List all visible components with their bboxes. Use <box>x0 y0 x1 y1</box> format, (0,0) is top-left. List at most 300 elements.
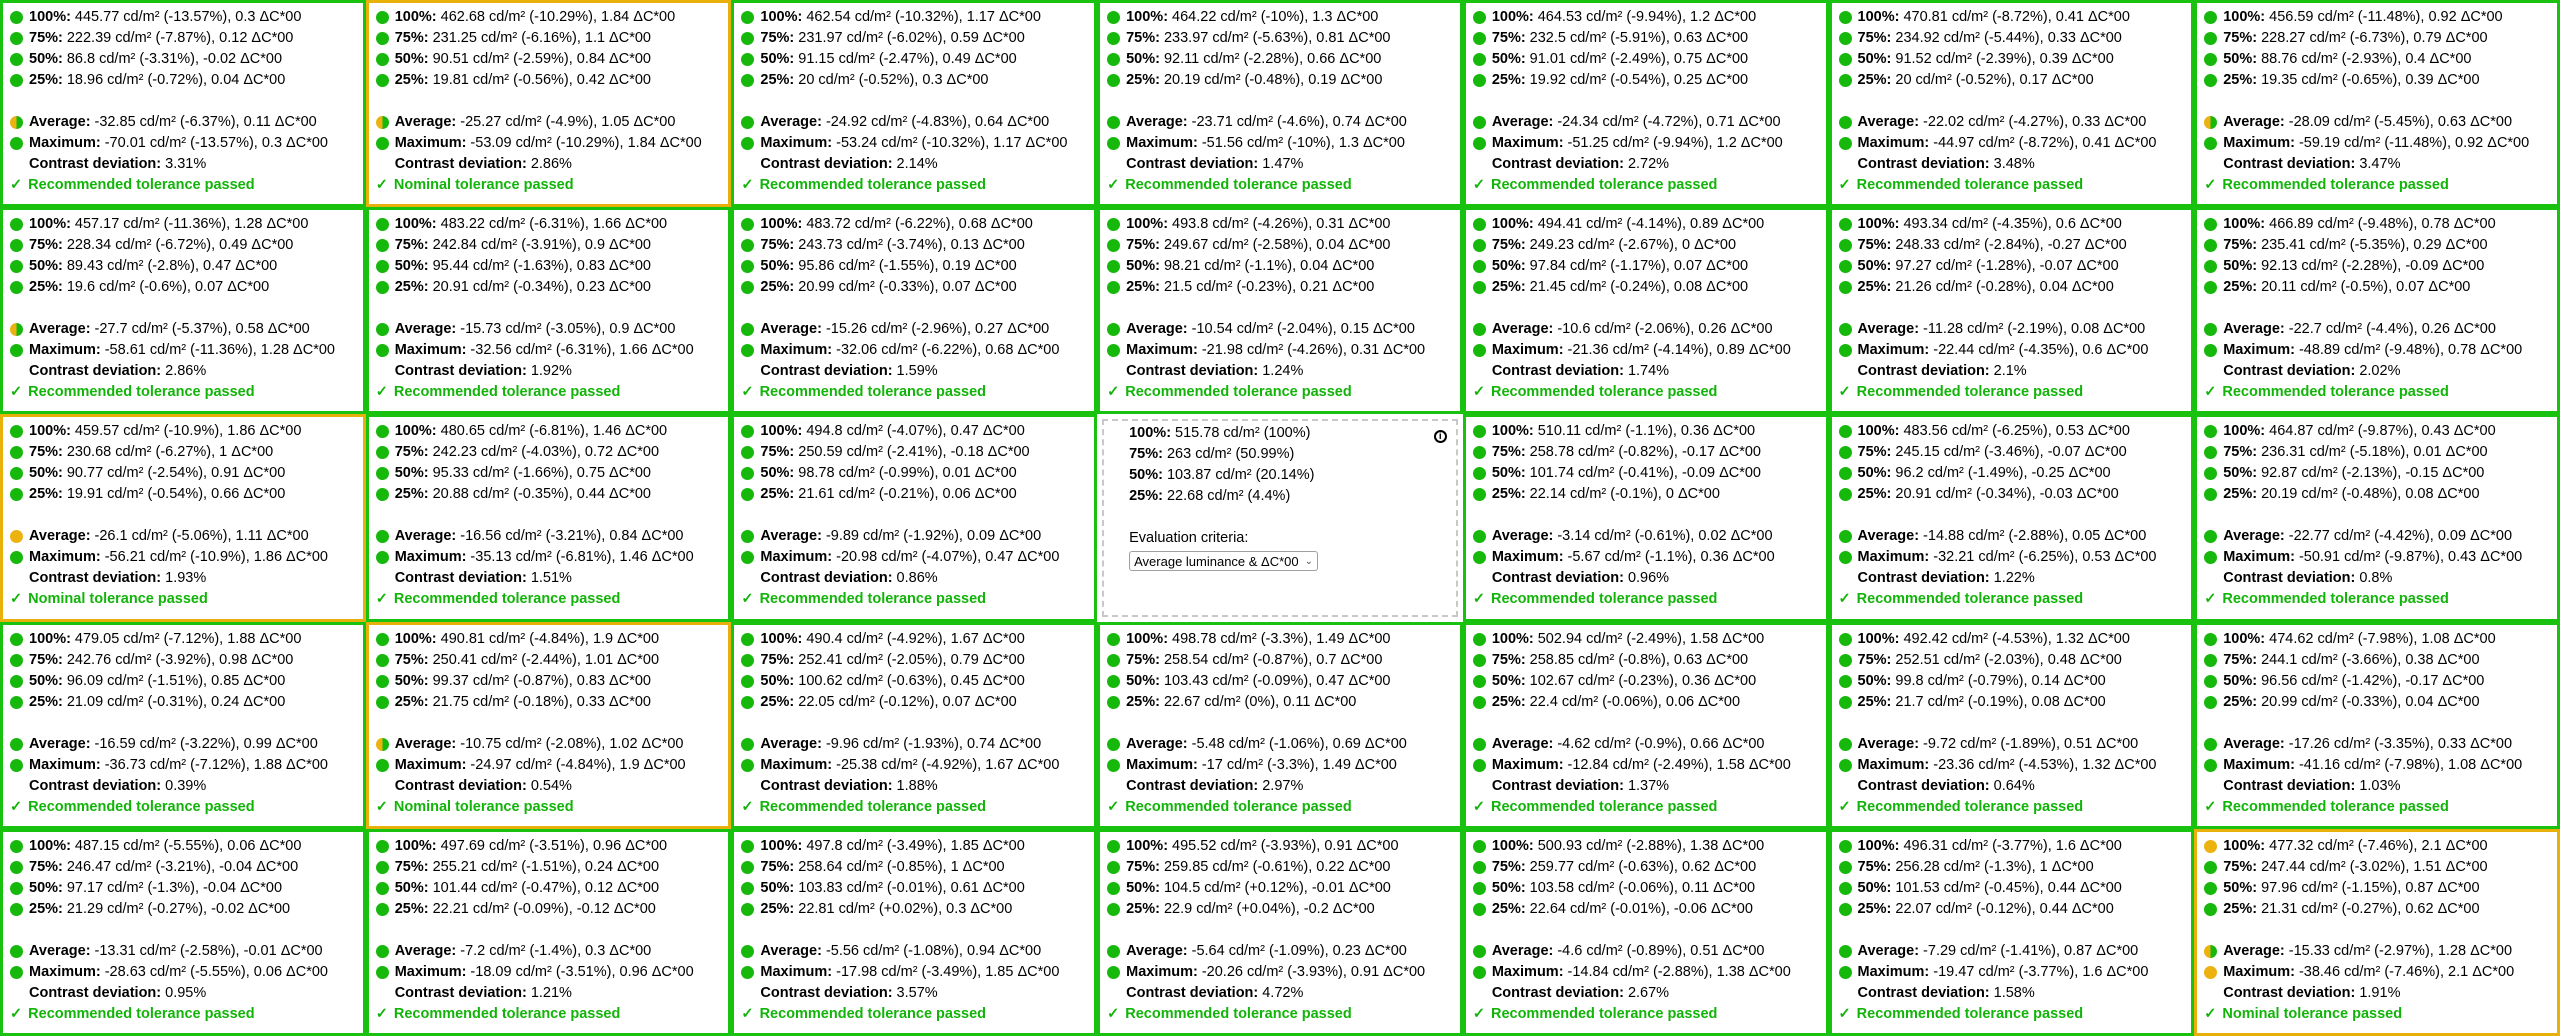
level-value: 22.67 cd/m² (0%), 0.11 ΔC*00 <box>1163 693 1357 710</box>
level-line-p75 <box>741 857 1088 878</box>
status-dot-pass-icon <box>1107 696 1120 709</box>
tolerance-status-text: Recommended tolerance passed <box>1856 591 2084 608</box>
level-label: 50%: <box>760 465 795 482</box>
contrast-label: Contrast deviation: <box>29 777 162 794</box>
measurement-cell[interactable] <box>731 0 1097 207</box>
level-line-p100 <box>1107 7 1454 28</box>
measurement-cell[interactable] <box>1829 0 2195 207</box>
measurement-cell[interactable] <box>2194 829 2560 1036</box>
spacer <box>1839 91 2186 112</box>
status-dot-pass-icon <box>1839 966 1852 979</box>
average-value: -26.1 cd/m² (-5.06%), 1.11 ΔC*00 <box>94 528 309 545</box>
status-dot-pass-icon <box>1839 945 1852 958</box>
spacer <box>1107 298 1454 319</box>
contrast-label: Contrast deviation: <box>760 984 893 1001</box>
level-label: 100%: <box>1857 216 1900 233</box>
level-label: 25%: <box>1491 486 1526 503</box>
level-line-p75 <box>1839 857 2186 878</box>
level-value: 95.33 cd/m² (-1.66%), 0.75 ΔC*00 <box>432 465 651 482</box>
level-value: 246.47 cd/m² (-3.21%), -0.04 ΔC*00 <box>66 858 299 875</box>
tolerance-status-text: Recommended tolerance passed <box>1125 177 1352 193</box>
level-line-p50 <box>10 256 357 277</box>
contrast-label: Contrast deviation: <box>2223 156 2356 172</box>
level-line-p75 <box>1107 857 1454 878</box>
tolerance-status <box>10 175 357 196</box>
level-label: 50%: <box>394 879 429 896</box>
level-label: 75%: <box>1857 444 1892 461</box>
tolerance-status <box>1839 589 2186 610</box>
level-value: 20.91 cd/m² (-0.34%), 0.23 ΔC*00 <box>432 279 651 296</box>
level-label: 50%: <box>1857 879 1892 896</box>
average-value: -22.77 cd/m² (-4.42%), 0.09 ΔC*00 <box>2288 528 2513 545</box>
status-dot-mixed-icon <box>376 738 389 751</box>
maximum-line <box>741 133 1088 154</box>
maximum-line <box>1107 962 1454 983</box>
level-line-p50 <box>741 256 1088 277</box>
level-line-p25 <box>376 70 723 91</box>
status-dot-pass-icon <box>2204 759 2217 772</box>
status-dot-pass-icon <box>1107 260 1120 273</box>
level-label: 100%: <box>29 423 71 440</box>
contrast-line <box>376 154 723 175</box>
maximum-value: -17 cd/m² (-3.3%), 1.49 ΔC*00 <box>1201 756 1397 773</box>
measurement-cell[interactable] <box>0 622 366 829</box>
level-line-p50 <box>376 671 723 692</box>
contrast-value: 1.59% <box>896 363 938 380</box>
status-dot-pass-icon <box>2204 218 2217 231</box>
level-value: 97.27 cd/m² (-1.28%), -0.07 ΔC*00 <box>1895 258 2119 275</box>
average-value: -15.33 cd/m² (-2.97%), 1.28 ΔC*00 <box>2288 942 2513 959</box>
level-line-p50 <box>2204 463 2551 484</box>
measurement-cell[interactable] <box>1463 207 1829 414</box>
measurement-cell[interactable] <box>1097 622 1463 829</box>
maximum-label: Maximum: <box>1126 342 1198 359</box>
status-dot-warn-icon <box>10 530 23 543</box>
level-line-p50 <box>10 878 357 899</box>
tolerance-status-text: Nominal tolerance passed <box>393 177 574 193</box>
reference-level-label: 50%: <box>1129 467 1163 484</box>
measurement-cell[interactable] <box>1097 207 1463 414</box>
average-line <box>376 112 723 133</box>
tolerance-status-text: Recommended tolerance passed <box>1125 798 1352 815</box>
level-value: 98.78 cd/m² (-0.99%), 0.01 ΔC*00 <box>798 465 1017 482</box>
average-line <box>741 319 1088 340</box>
checkmark-icon: ✓ <box>1472 1005 1485 1022</box>
level-value: 493.8 cd/m² (-4.26%), 0.31 ΔC*00 <box>1172 216 1391 233</box>
measurement-cell[interactable] <box>1829 414 2195 621</box>
status-dot-pass-icon <box>741 633 754 646</box>
tolerance-status-text: Recommended tolerance passed <box>1856 384 2084 401</box>
criteria-select[interactable] <box>1129 551 1318 571</box>
level-value: 21.7 cd/m² (-0.19%), 0.08 ΔC*00 <box>1895 693 2106 710</box>
status-dot-pass-icon <box>741 137 754 150</box>
level-value: 259.85 cd/m² (-0.61%), 0.22 ΔC*00 <box>1163 858 1391 875</box>
contrast-value: 1.51% <box>530 570 572 587</box>
average-value: -4.62 cd/m² (-0.9%), 0.66 ΔC*00 <box>1557 735 1765 752</box>
status-dot-pass-icon <box>1473 11 1486 24</box>
level-value: 483.56 cd/m² (-6.25%), 0.53 ΔC*00 <box>1903 423 2130 440</box>
measurement-cell[interactable] <box>1463 414 1829 621</box>
level-label: 100%: <box>760 837 803 854</box>
level-label: 25%: <box>760 279 795 296</box>
average-label: Average: <box>2223 735 2285 752</box>
spacer <box>2204 91 2551 112</box>
maximum-label: Maximum: <box>1857 342 1930 359</box>
level-line-p25 <box>2204 484 2551 505</box>
measurement-cell[interactable] <box>731 622 1097 829</box>
status-dot-pass-icon <box>1839 74 1852 87</box>
contrast-value: 3.48% <box>1993 156 2035 172</box>
level-line-p25 <box>2204 899 2551 920</box>
measurement-cell[interactable] <box>731 207 1097 414</box>
measurement-cell[interactable] <box>1829 622 2195 829</box>
measurement-cell[interactable] <box>0 0 366 207</box>
level-line-p75 <box>2204 28 2551 49</box>
checkmark-icon: ✓ <box>375 1005 388 1022</box>
level-value: 490.81 cd/m² (-4.84%), 1.9 ΔC*00 <box>440 630 660 647</box>
average-label: Average: <box>760 735 822 752</box>
contrast-line <box>1107 983 1454 1004</box>
measurement-cell[interactable] <box>731 414 1097 621</box>
measurement-cell[interactable] <box>1097 829 1463 1036</box>
measurement-cell[interactable] <box>366 414 732 621</box>
level-value: 89.43 cd/m² (-2.8%), 0.47 ΔC*00 <box>66 258 278 275</box>
contrast-label: Contrast deviation: <box>1857 984 1990 1001</box>
level-label: 75%: <box>760 30 795 46</box>
status-dot-pass-icon <box>741 882 754 895</box>
level-value: 510.11 cd/m² (-1.1%), 0.36 ΔC*00 <box>1537 423 1756 440</box>
contrast-value: 1.74% <box>1627 363 1670 380</box>
tolerance-status <box>376 1004 723 1025</box>
status-dot-mixed-icon <box>10 116 23 129</box>
level-value: 20.99 cd/m² (-0.33%), 0.07 ΔC*00 <box>798 279 1017 296</box>
level-value: 20.19 cd/m² (-0.48%), 0.19 ΔC*00 <box>1163 72 1383 88</box>
level-label: 75%: <box>29 651 63 668</box>
level-label: 100%: <box>1126 216 1169 233</box>
contrast-value: 2.86% <box>165 363 207 380</box>
status-dot-pass-icon <box>376 425 389 438</box>
status-dot-pass-icon <box>376 654 389 667</box>
status-dot-pass-icon <box>741 53 754 66</box>
measurement-cell[interactable] <box>366 207 732 414</box>
status-dot-pass-icon <box>1107 32 1120 45</box>
level-label: 75%: <box>29 858 63 875</box>
info-icon[interactable]: i <box>1434 430 1447 443</box>
measurement-cell[interactable] <box>1463 622 1829 829</box>
maximum-line <box>376 340 723 361</box>
level-line-p25 <box>1839 277 2186 298</box>
level-value: 234.92 cd/m² (-5.44%), 0.33 ΔC*00 <box>1895 30 2122 46</box>
level-value: 92.87 cd/m² (-2.13%), -0.15 ΔC*00 <box>2261 465 2485 482</box>
maximum-value: -23.36 cd/m² (-4.53%), 1.32 ΔC*00 <box>1933 756 2157 773</box>
average-value: -15.73 cd/m² (-3.05%), 0.9 ΔC*00 <box>460 321 676 338</box>
level-label: 75%: <box>760 651 795 668</box>
status-dot-pass-icon <box>1473 966 1486 979</box>
maximum-value: -20.98 cd/m² (-4.07%), 0.47 ΔC*00 <box>836 549 1060 566</box>
level-line-p75 <box>1473 442 1820 463</box>
tolerance-status-text: Recommended tolerance passed <box>2222 591 2449 608</box>
level-value: 470.81 cd/m² (-8.72%), 0.41 ΔC*00 <box>1903 9 2130 25</box>
tolerance-status <box>1473 175 1820 196</box>
level-label: 75%: <box>1126 30 1160 46</box>
level-value: 91.52 cd/m² (-2.39%), 0.39 ΔC*00 <box>1895 51 2114 67</box>
contrast-label: Contrast deviation: <box>29 156 162 172</box>
average-line <box>1473 734 1820 755</box>
contrast-line <box>1107 361 1454 382</box>
contrast-value: 3.31% <box>165 156 207 172</box>
level-line-p25 <box>10 484 357 505</box>
measurement-cell[interactable] <box>2194 414 2560 621</box>
maximum-label: Maximum: <box>29 135 101 151</box>
maximum-label: Maximum: <box>29 549 101 566</box>
average-label: Average: <box>2223 114 2285 130</box>
level-line-p50 <box>1839 463 2186 484</box>
level-line-p75 <box>2204 442 2551 463</box>
average-line <box>1839 941 2186 962</box>
contrast-label: Contrast deviation: <box>1491 156 1624 172</box>
level-value: 104.5 cd/m² (+0.12%), -0.01 ΔC*00 <box>1163 879 1391 896</box>
level-value: 92.11 cd/m² (-2.28%), 0.66 ΔC*00 <box>1163 51 1382 67</box>
level-value: 228.27 cd/m² (-6.73%), 0.79 ΔC*00 <box>2261 30 2488 46</box>
level-label: 100%: <box>1126 837 1169 854</box>
average-line <box>10 112 357 133</box>
contrast-label: Contrast deviation: <box>760 570 893 587</box>
average-line <box>1107 941 1454 962</box>
status-dot-pass-icon <box>1107 738 1120 751</box>
contrast-line <box>10 983 357 1004</box>
status-dot-pass-icon <box>10 446 23 459</box>
level-label: 75%: <box>29 444 63 461</box>
level-label: 100%: <box>760 630 803 647</box>
level-line-p75 <box>1473 28 1820 49</box>
status-dot-pass-icon <box>2204 32 2217 45</box>
tolerance-status <box>1473 382 1820 403</box>
average-line <box>741 734 1088 755</box>
status-dot-pass-icon <box>1839 882 1852 895</box>
measurement-cell[interactable] <box>2194 207 2560 414</box>
level-line-p75 <box>1473 650 1820 671</box>
measurement-cell[interactable] <box>1829 829 2195 1036</box>
spacer <box>1473 920 1820 941</box>
level-label: 75%: <box>1857 651 1892 668</box>
maximum-line <box>1473 547 1820 568</box>
measurement-cell[interactable] <box>1463 0 1829 207</box>
level-label: 50%: <box>1857 258 1892 275</box>
level-label: 25%: <box>29 900 63 917</box>
level-line-p50 <box>2204 49 2551 70</box>
level-line-p100 <box>2204 421 2551 442</box>
measurement-cell[interactable] <box>2194 622 2560 829</box>
average-value: -15.26 cd/m² (-2.96%), 0.27 ΔC*00 <box>825 321 1050 338</box>
status-dot-pass-icon <box>1107 53 1120 66</box>
level-label: 25%: <box>1126 693 1160 710</box>
spacer <box>376 298 723 319</box>
measurement-cell[interactable] <box>0 829 366 1036</box>
maximum-label: Maximum: <box>394 549 467 566</box>
contrast-value: 2.14% <box>896 156 938 172</box>
measurement-cell[interactable] <box>1097 0 1463 207</box>
average-line <box>1839 734 2186 755</box>
contrast-line <box>376 568 723 589</box>
tolerance-status <box>10 589 357 610</box>
level-line-p75 <box>1839 28 2186 49</box>
level-line-p25 <box>1107 70 1454 91</box>
status-dot-pass-icon <box>10 759 23 772</box>
maximum-label: Maximum: <box>2223 756 2295 773</box>
level-line-p50 <box>1107 671 1454 692</box>
checkmark-icon: ✓ <box>741 798 754 815</box>
status-dot-pass-icon <box>376 551 389 564</box>
status-dot-pass-icon <box>376 281 389 294</box>
criteria-label-line <box>1129 528 1450 549</box>
contrast-label: Contrast deviation: <box>29 363 162 380</box>
level-label: 100%: <box>1491 216 1534 233</box>
average-label: Average: <box>1857 528 1920 545</box>
level-value: 100.62 cd/m² (-0.63%), 0.45 ΔC*00 <box>798 672 1025 689</box>
level-value: 90.77 cd/m² (-2.54%), 0.91 ΔC*00 <box>66 465 286 482</box>
maximum-label: Maximum: <box>1857 135 1930 151</box>
tolerance-status <box>1473 589 1820 610</box>
level-line-p75 <box>10 650 357 671</box>
maximum-value: -25.38 cd/m² (-4.92%), 1.67 ΔC*00 <box>836 756 1060 773</box>
reference-line-p25 <box>1129 486 1450 507</box>
spacer <box>741 91 1088 112</box>
contrast-line <box>2204 154 2551 175</box>
status-dot-pass-icon <box>2204 633 2217 646</box>
level-label: 75%: <box>2223 237 2258 254</box>
level-label: 100%: <box>1491 9 1534 25</box>
tolerance-status-text: Recommended tolerance passed <box>28 1005 255 1022</box>
status-dot-pass-icon <box>1107 882 1120 895</box>
checkmark-icon: ✓ <box>741 177 754 193</box>
level-line-p100 <box>741 629 1088 650</box>
average-value: -9.89 cd/m² (-1.92%), 0.09 ΔC*00 <box>825 528 1042 545</box>
level-label: 25%: <box>1491 72 1526 88</box>
status-dot-pass-icon <box>741 425 754 438</box>
maximum-value: -32.56 cd/m² (-6.31%), 1.66 ΔC*00 <box>470 342 694 359</box>
level-value: 19.35 cd/m² (-0.65%), 0.39 ΔC*00 <box>2261 72 2480 88</box>
measurement-cell[interactable] <box>366 0 732 207</box>
status-dot-pass-icon <box>1107 861 1120 874</box>
level-label: 50%: <box>1491 879 1526 896</box>
level-label: 75%: <box>394 651 429 668</box>
tolerance-status <box>741 589 1088 610</box>
level-line-p100 <box>10 7 357 28</box>
measurement-cell[interactable] <box>1463 829 1829 1036</box>
level-line-p50 <box>10 463 357 484</box>
level-label: 75%: <box>2223 30 2258 46</box>
level-line-p100 <box>10 836 357 857</box>
level-label: 50%: <box>760 51 795 67</box>
spacer <box>1129 507 1450 528</box>
status-dot-pass-icon <box>376 840 389 853</box>
level-line-p75 <box>1107 28 1454 49</box>
level-label: 75%: <box>1491 237 1526 254</box>
maximum-line <box>1107 133 1454 154</box>
measurement-cell[interactable] <box>731 829 1097 1036</box>
measurement-cell[interactable] <box>366 829 732 1036</box>
checkmark-icon: ✓ <box>1838 591 1851 608</box>
status-dot-pass-icon <box>1839 488 1852 501</box>
level-label: 100%: <box>1491 630 1534 647</box>
tolerance-status <box>10 1004 357 1025</box>
measurement-cell[interactable] <box>0 207 366 414</box>
level-value: 490.4 cd/m² (-4.92%), 1.67 ΔC*00 <box>806 630 1025 647</box>
status-dot-pass-icon <box>1473 425 1486 438</box>
level-line-p50 <box>376 463 723 484</box>
level-label: 50%: <box>394 672 429 689</box>
maximum-label: Maximum: <box>394 135 467 151</box>
status-dot-pass-icon <box>1107 11 1120 24</box>
status-dot-pass-icon <box>1839 137 1852 150</box>
average-label: Average: <box>29 942 91 959</box>
status-dot-pass-icon <box>1839 323 1852 336</box>
level-value: 235.41 cd/m² (-5.35%), 0.29 ΔC*00 <box>2261 237 2488 254</box>
average-line <box>2204 941 2551 962</box>
level-value: 256.28 cd/m² (-1.3%), 1 ΔC*00 <box>1895 858 2094 875</box>
status-dot-pass-icon <box>1473 32 1486 45</box>
maximum-line <box>1107 340 1454 361</box>
maximum-label: Maximum: <box>1126 756 1198 773</box>
tolerance-status <box>741 175 1088 196</box>
average-line <box>1839 526 2186 547</box>
level-line-p100 <box>10 214 357 235</box>
status-dot-pass-icon <box>741 903 754 916</box>
contrast-line <box>1839 776 2186 797</box>
level-line-p75 <box>376 28 723 49</box>
status-dot-pass-icon <box>1839 467 1852 480</box>
level-line-p100 <box>2204 7 2551 28</box>
level-line-p100 <box>1839 214 2186 235</box>
checkmark-icon: ✓ <box>2204 384 2217 401</box>
level-value: 20 cd/m² (-0.52%), 0.3 ΔC*00 <box>798 72 989 88</box>
contrast-label: Contrast deviation: <box>29 984 162 1001</box>
maximum-line <box>10 962 357 983</box>
average-value: -4.6 cd/m² (-0.89%), 0.51 ΔC*00 <box>1557 942 1765 959</box>
average-value: -24.92 cd/m² (-4.83%), 0.64 ΔC*00 <box>825 114 1050 130</box>
average-label: Average: <box>394 942 457 959</box>
level-line-p75 <box>2204 650 2551 671</box>
level-value: 22.14 cd/m² (-0.1%), 0 ΔC*00 <box>1529 486 1720 503</box>
status-dot-pass-icon <box>10 260 23 273</box>
average-label: Average: <box>394 321 457 338</box>
level-label: 75%: <box>1491 858 1526 875</box>
status-dot-pass-icon <box>1473 446 1486 459</box>
measurement-cell[interactable] <box>366 622 732 829</box>
contrast-value: 0.96% <box>1627 570 1670 587</box>
contrast-label: Contrast deviation: <box>2223 363 2356 380</box>
level-line-p100 <box>1473 214 1820 235</box>
status-dot-pass-icon <box>1473 281 1486 294</box>
level-label: 50%: <box>2223 258 2258 275</box>
level-value: 252.51 cd/m² (-2.03%), 0.48 ΔC*00 <box>1895 651 2122 668</box>
average-label: Average: <box>760 114 822 130</box>
status-dot-pass-icon <box>10 488 23 501</box>
contrast-line <box>2204 361 2551 382</box>
level-line-p100 <box>1839 7 2186 28</box>
tolerance-status-text: Nominal tolerance passed <box>393 798 574 815</box>
level-value: 497.69 cd/m² (-3.51%), 0.96 ΔC*00 <box>440 837 668 854</box>
measurement-cell[interactable] <box>2194 0 2560 207</box>
checkmark-icon: ✓ <box>375 177 388 193</box>
status-dot-pass-icon <box>1473 344 1486 357</box>
level-value: 21.5 cd/m² (-0.23%), 0.21 ΔC*00 <box>1163 279 1375 296</box>
contrast-line <box>1107 776 1454 797</box>
status-dot-pass-icon <box>1839 446 1852 459</box>
level-label: 100%: <box>2223 837 2266 854</box>
measurement-cell[interactable] <box>0 414 366 621</box>
measurement-cell[interactable] <box>1829 207 2195 414</box>
